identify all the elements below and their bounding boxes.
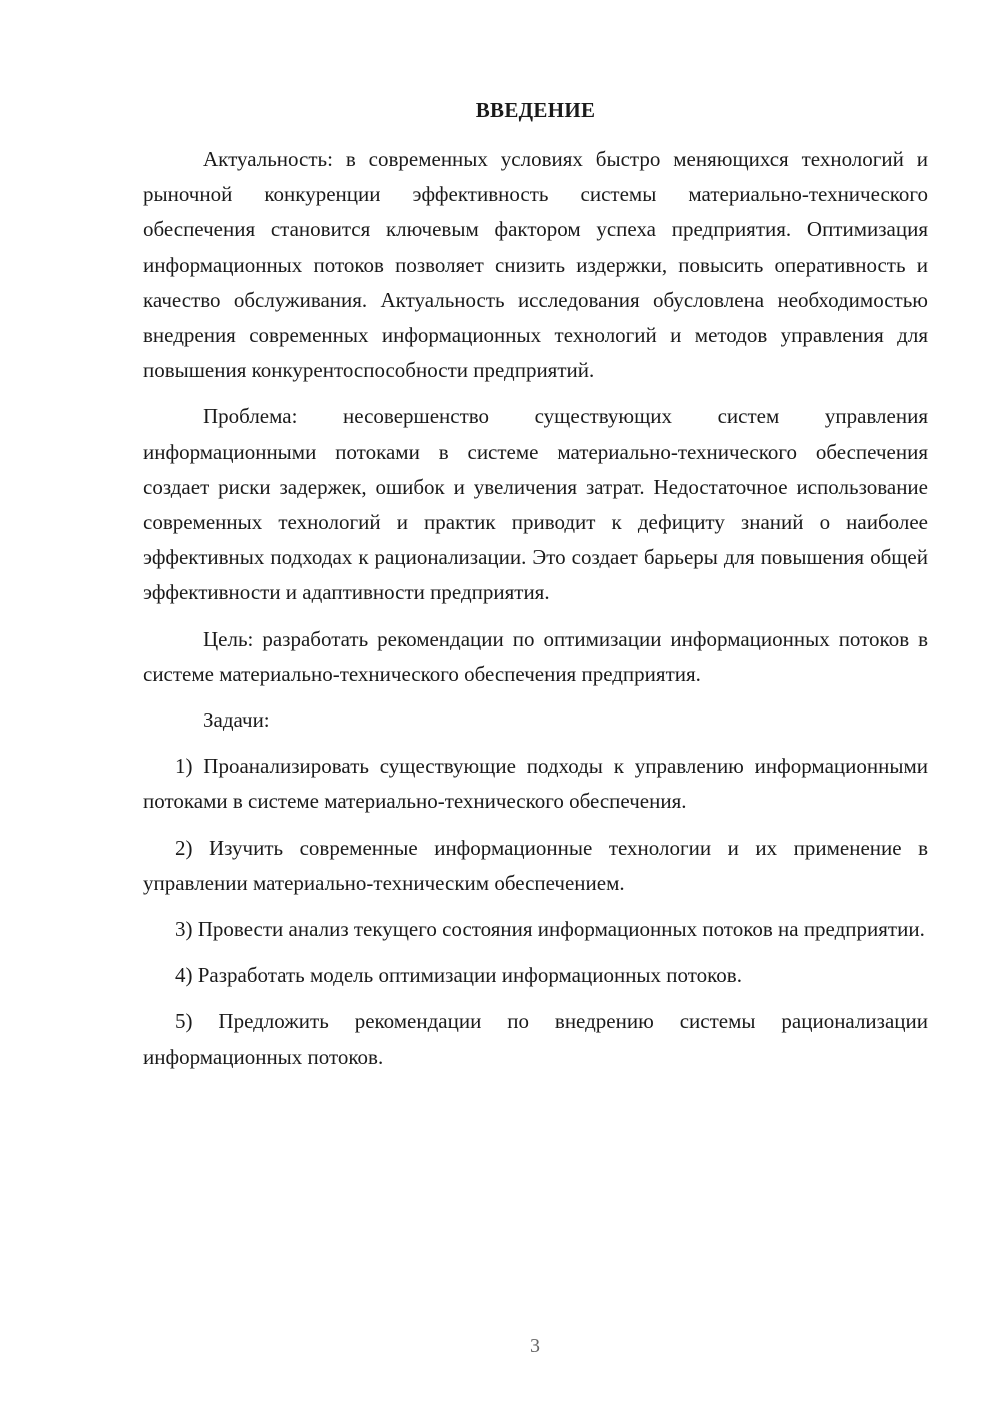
paragraph-relevance: Актуальность: в современных условиях быстро меняющихся технологий и рыночной конкуренции эффективность системы материально-технического обеспечения становится ключевым фактором успеха предприятия. Оптимизация информационных потоков позволяет снизить издержки, повысить оперативность и качество обслуживания. Актуальность исследования обусловлена необходимостью внедрения современных информационных технологий и методов управления для повышения конкурентоспособности предприятий. <box>143 147 928 383</box>
task-item-5: 5) Предложить рекомендации по внедрению системы рационализации информационных потоков. <box>143 1009 928 1069</box>
page-number: 3 <box>530 1335 540 1357</box>
paragraph-goal: Цель: разработать рекомендации по оптимизации информационных потоков в системе материально-технического обеспечения предприятия. <box>143 626 928 686</box>
page-content <box>143 93 928 1086</box>
task-item-2: 2) Изучить современные информационные технологии и их применение в управлении материально-техническим обеспечением. <box>143 835 928 895</box>
paragraph-problem: Проблема: несовершенство существующих систем управления информационными потоками в системе материально-технического обеспечения создает риски задержек, ошибок и увеличения затрат. Недостаточное использование современных технологий и практик приводит к дефициту знаний о наиболее эффективных подходах к рационализации. Это создает барьеры для повышения общей эффективности и адаптивности предприятия. <box>143 404 928 605</box>
task-item-3: 3) Провести анализ текущего состояния информационных потоков на предприятии. <box>175 917 925 942</box>
section-heading: ВВЕДЕНИЕ <box>475 98 596 122</box>
task-item-4: 4) Разработать модель оптимизации информационных потоков. <box>175 963 742 988</box>
tasks-label: Задачи: <box>203 708 270 733</box>
task-item-1: 1) Проанализировать существующие подходы к управлению информационными потоками в системе материально-технического обеспечения. <box>143 754 928 814</box>
